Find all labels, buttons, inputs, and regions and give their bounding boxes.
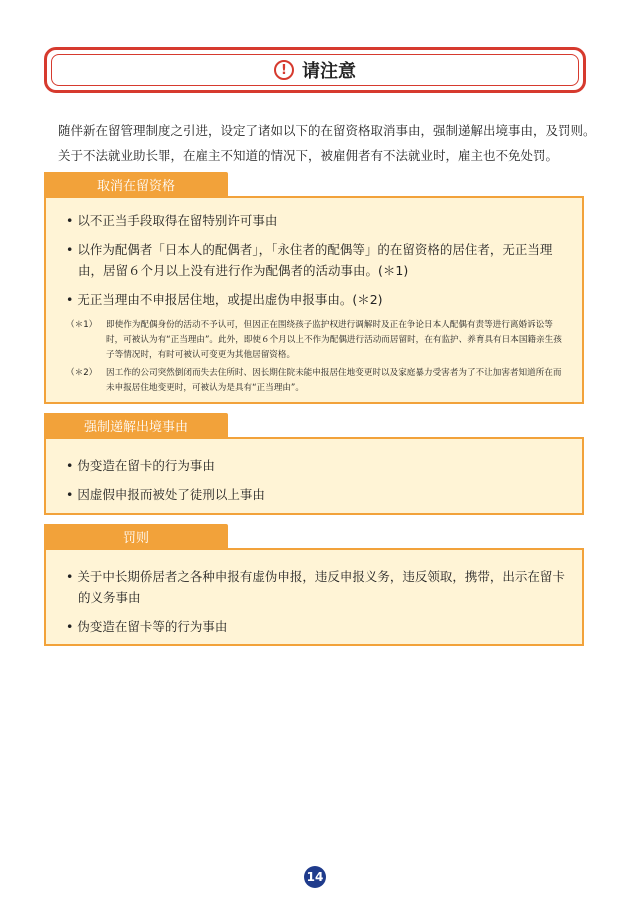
list-item: • 以作为配偶者「日本人的配偶者」，「永住者的配偶等」的在留资格的居住者，无正当理由，居留６个月以上没有进行作为配偶者的活动事由。(＊1)	[66, 242, 553, 278]
intro-line: 关于不法就业助长罪，在雇主不知道的情况下，被雇佣者有不法就业时，雇主也不免处罚。	[58, 148, 559, 163]
list-item: • 以不正当手段取得在留特别许可事由	[66, 213, 278, 228]
section-heading: 强制递解出境事由	[44, 413, 228, 437]
section-deportation	[44, 413, 584, 515]
section-penalties	[44, 524, 584, 646]
list-item: • 伪变造在留卡等的行为事由	[66, 619, 228, 634]
section-box	[44, 548, 584, 646]
section-heading: 取消在留资格	[44, 172, 228, 196]
title-inner-frame	[51, 54, 579, 86]
footnote-text: 因工作的公司突然倒闭而失去住所时、因长期住院未能申报居住地变更时以及家庭暴力受害者为了不让加害者知道所在而未申报居住地变更时，可被认为是具有“正当理由”。	[106, 368, 562, 393]
list-item: • 无正当理由不申报居住地，或提出虚伪申报事由。(＊2)	[66, 292, 383, 307]
section-revocation	[44, 172, 584, 404]
section-heading: 罚则	[44, 524, 228, 548]
section-box	[44, 437, 584, 515]
footnote	[66, 366, 566, 396]
page-number: 14	[304, 866, 326, 888]
footnote-mark: （＊2）	[66, 368, 98, 378]
exclamation-circle-icon: !	[274, 60, 294, 80]
section-box	[44, 196, 584, 404]
footnote-text: 即使作为配偶身份的活动不予认可，但因正在围绕孩子监护权进行调解时及正在争论日本人配偶有责等进行离婚诉讼等时，可被认为有“正当理由”。此外，即使６个月以上不作为配偶进行活动而居留时，在有监护、养育具有日本国籍亲生孩子等情况时，有时可被认可变更为其他居留资格。	[106, 320, 562, 360]
title-banner	[44, 47, 586, 93]
page-title: 请注意	[302, 61, 356, 82]
list-item: • 关于中长期侨居者之各种申报有虚伪申报，违反申报义务，违反领取，携带，出示在留卡的义务事由	[66, 569, 565, 605]
list-item: • 伪变造在留卡的行为事由	[66, 458, 215, 473]
footnote-mark: （＊1）	[66, 320, 98, 330]
intro-paragraph	[58, 118, 598, 168]
list-item: • 因虚假申报而被处了徒刑以上事由	[66, 487, 265, 502]
intro-line: 随伴新在留管理制度之引进，设定了诸如以下的在留资格取消事由，强制递解出境事由，及罚则。	[58, 123, 596, 138]
footnote	[66, 318, 566, 363]
